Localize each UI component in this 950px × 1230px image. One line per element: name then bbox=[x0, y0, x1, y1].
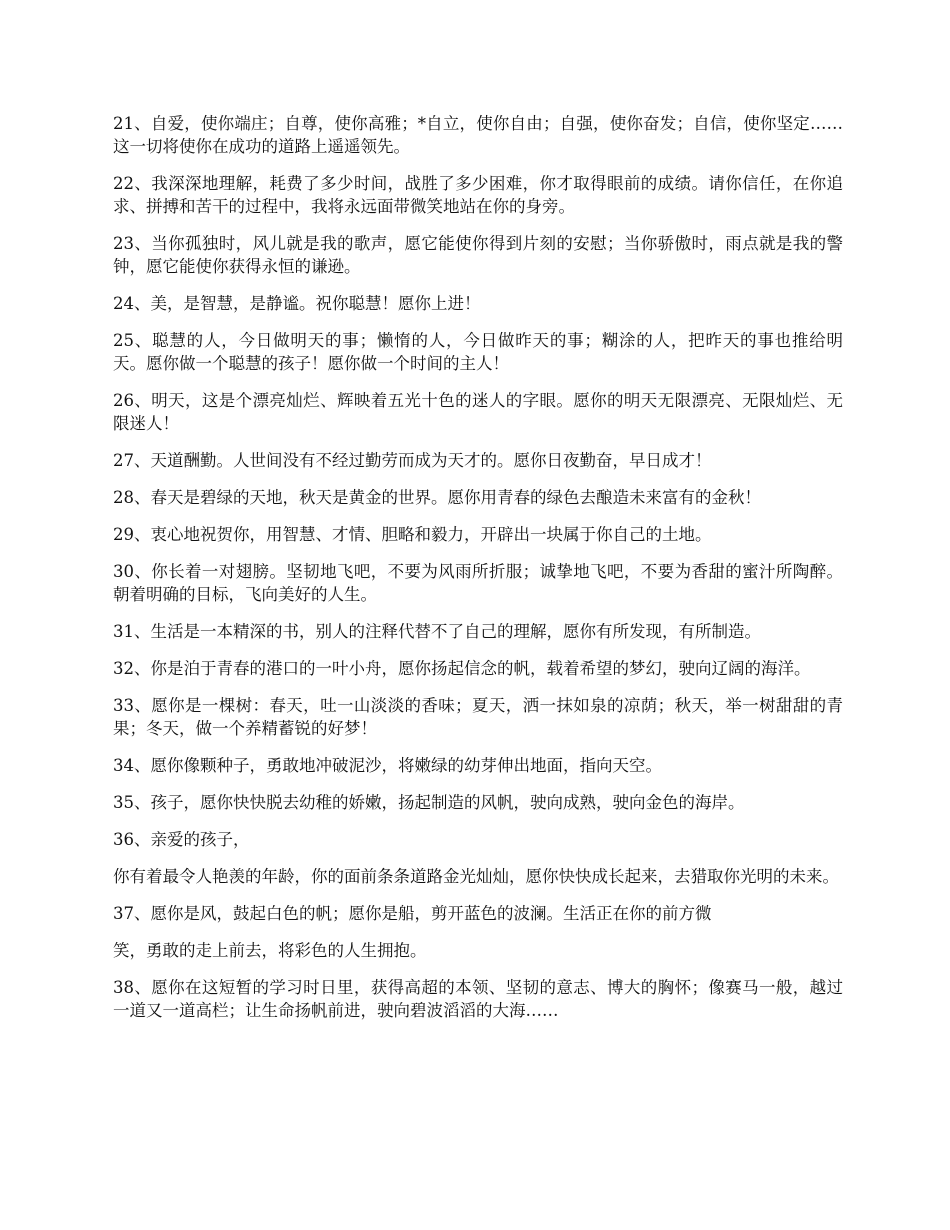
paragraph-36: 36、亲爱的孩子， bbox=[113, 830, 250, 849]
paragraph-36-continued: 你有着最令人艳羡的年龄，你的面前条条道路金光灿灿，愿你快快成长起来，去猎取你光明的未来。 bbox=[113, 867, 839, 886]
document-body bbox=[113, 112, 843, 1036]
paragraph-31: 31、生活是一本精深的书，别人的注释代替不了自己的理解，愿你有所发现，有所制造。 bbox=[113, 622, 761, 641]
paragraph-37-continued: 笑，勇敢的走上前去，将彩色的人生拥抱。 bbox=[113, 941, 427, 960]
paragraph-29: 29、衷心地祝贺你，用智慧、才情、胆略和毅力，开辟出一块属于你自己的土地。 bbox=[113, 525, 712, 544]
paragraph-23: 23、当你孤独时，风儿就是我的歌声，愿它能使你得到片刻的安慰；当你骄傲时，雨点就是我的警钟，愿它能使你获得永恒的谦逊。 bbox=[113, 234, 843, 276]
paragraph-32: 32、你是泊于青春的港口的一叶小舟，愿你扬起信念的帆，载着希望的梦幻，驶向辽阔的海洋。 bbox=[113, 659, 811, 678]
paragraph-34: 34、愿你像颗种子，勇敢地冲破泥沙，将嫩绿的幼芽伸出地面，指向天空。 bbox=[113, 756, 662, 775]
paragraph-35: 35、孩子，愿你快快脱去幼稚的娇嫩，扬起制造的风帆，驶向成熟，驶向金色的海岸。 bbox=[113, 793, 745, 812]
paragraph-37: 37、愿你是风，鼓起白色的帆；愿你是船，剪开蓝色的波澜。生活正在你的前方微 bbox=[113, 904, 712, 923]
paragraph-24: 24、美，是智慧，是静谧。祝你聪慧！愿你上进！ bbox=[113, 294, 481, 313]
paragraph-38: 38、愿你在这短暂的学习时日里，获得高超的本领、坚韧的意志、博大的胸怀；像赛马一般，越过一道又一道高栏；让生命扬帆前进，驶向碧波滔滔的大海…… bbox=[113, 978, 843, 1020]
paragraph-25: 25、聪慧的人，今日做明天的事；懒惰的人，今日做昨天的事；糊涂的人，把昨天的事也推给明天。愿你做一个聪慧的孩子！愿你做一个时间的主人！ bbox=[113, 331, 843, 373]
paragraph-21: 21、自爱，使你端庄；自尊，使你高雅；*自立，使你自由；自强，使你奋发；自信，使你坚定……这一切将使你在成功的道路上遥遥领先。 bbox=[113, 114, 843, 156]
paragraph-33: 33、愿你是一棵树：春天，吐一山淡淡的香味；夏天，洒一抹如泉的凉荫；秋天，举一树甜甜的青果；冬天，做一个养精蓄锐的好梦！ bbox=[113, 696, 843, 738]
paragraph-26: 26、明天，这是个漂亮灿烂、辉映着五光十色的迷人的字眼。愿你的明天无限漂亮、无限灿烂、无限迷人！ bbox=[113, 391, 843, 433]
paragraph-28: 28、春天是碧绿的天地，秋天是黄金的世界。愿你用青春的绿色去酿造未来富有的金秋！ bbox=[113, 488, 761, 507]
paragraph-30: 30、你长着一对翅膀。坚韧地飞吧，不要为风雨所折服；诚挚地飞吧，不要为香甜的蜜汁所陶醉。朝着明确的目标，飞向美好的人生。 bbox=[113, 562, 843, 604]
paragraph-27: 27、天道酬勤。人世间没有不经过勤劳而成为天才的。愿你日夜勤奋，早日成才！ bbox=[113, 451, 712, 470]
paragraph-22: 22、我深深地理解，耗费了多少时间，战胜了多少困难，你才取得眼前的成绩。请你信任，在你追求、拼搏和苦干的过程中，我将永远面带微笑地站在你的身旁。 bbox=[113, 174, 843, 216]
